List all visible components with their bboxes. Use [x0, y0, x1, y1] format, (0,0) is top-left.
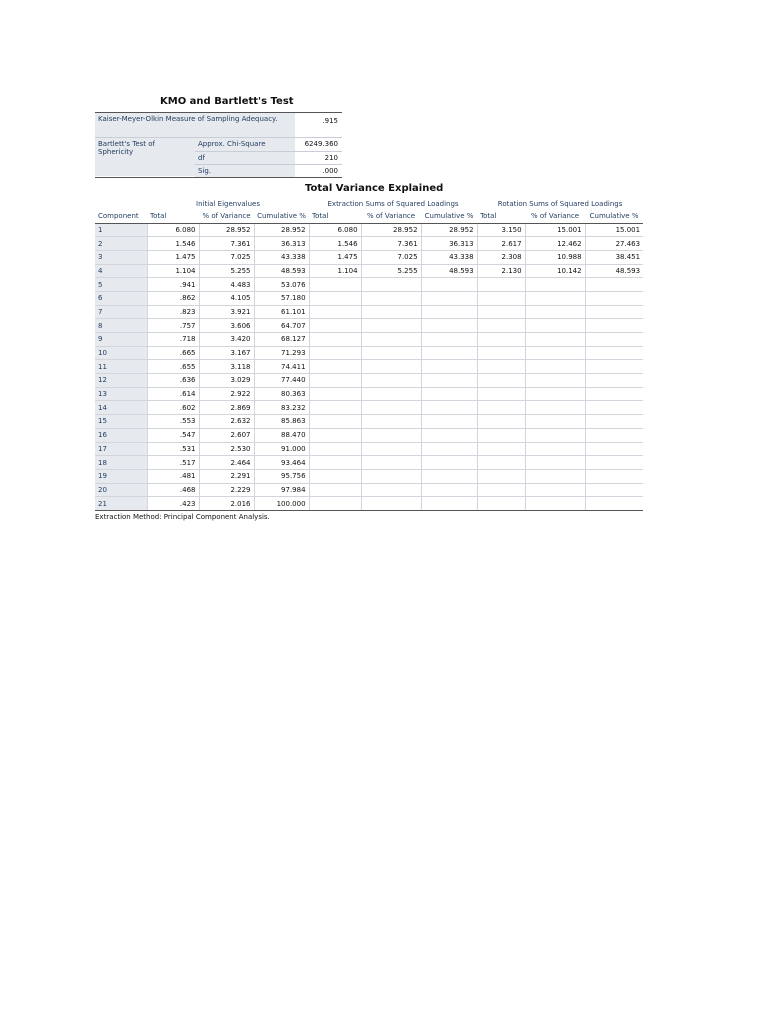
value-cell [421, 374, 477, 388]
value-cell [525, 319, 585, 333]
component-cell: 9 [95, 333, 147, 347]
bartlett-label: Bartlett's Test of Sphericity [95, 138, 195, 176]
bartlett-df-label: df [195, 152, 295, 164]
group-header-initial: Initial Eigenvalues [196, 199, 260, 208]
value-cell [525, 305, 585, 319]
value-cell [421, 456, 477, 470]
component-cell: 12 [95, 374, 147, 388]
value-cell [421, 319, 477, 333]
value-cell: .823 [147, 305, 199, 319]
value-cell: .655 [147, 360, 199, 374]
value-cell [421, 415, 477, 429]
col-header-component: Component [95, 210, 147, 223]
value-cell: 91.000 [254, 442, 309, 456]
value-cell [309, 333, 361, 347]
component-cell: 18 [95, 456, 147, 470]
value-cell [309, 428, 361, 442]
value-cell [361, 401, 421, 415]
value-cell: 38.451 [585, 250, 643, 264]
value-cell: 74.411 [254, 360, 309, 374]
value-cell: 71.293 [254, 346, 309, 360]
value-cell [421, 442, 477, 456]
table-row [95, 456, 643, 470]
value-cell: 4.105 [199, 291, 254, 305]
table-row [95, 387, 643, 401]
value-cell [585, 497, 643, 511]
value-cell: 57.180 [254, 291, 309, 305]
value-cell: .862 [147, 291, 199, 305]
col-header: Total [147, 210, 199, 223]
value-cell [585, 387, 643, 401]
value-cell [361, 319, 421, 333]
col-header: Total [477, 210, 525, 223]
group-header-empty [95, 197, 147, 210]
value-cell [525, 291, 585, 305]
value-cell: .547 [147, 428, 199, 442]
value-cell: 2.291 [199, 469, 254, 483]
component-cell: 3 [95, 250, 147, 264]
value-cell: 1.475 [147, 250, 199, 264]
value-cell [421, 497, 477, 511]
value-cell: 28.952 [361, 223, 421, 237]
value-cell [525, 483, 585, 497]
value-cell [477, 415, 525, 429]
value-cell [309, 291, 361, 305]
value-cell: 80.363 [254, 387, 309, 401]
value-cell: .718 [147, 333, 199, 347]
value-cell [309, 346, 361, 360]
value-cell: 27.463 [585, 237, 643, 251]
value-cell: 10.142 [525, 264, 585, 278]
table-row [95, 497, 643, 511]
value-cell [477, 387, 525, 401]
value-cell: 12.462 [525, 237, 585, 251]
component-cell: 4 [95, 264, 147, 278]
value-cell: .531 [147, 442, 199, 456]
value-cell [525, 442, 585, 456]
value-cell: .941 [147, 278, 199, 292]
value-cell [525, 374, 585, 388]
value-cell [309, 278, 361, 292]
value-cell: 2.607 [199, 428, 254, 442]
value-cell [525, 346, 585, 360]
value-cell [585, 278, 643, 292]
component-cell: 2 [95, 237, 147, 251]
value-cell: 28.952 [254, 223, 309, 237]
table-row [95, 291, 643, 305]
value-cell [309, 442, 361, 456]
value-cell: 2.530 [199, 442, 254, 456]
kmo-bottom-rule [95, 177, 342, 178]
value-cell [309, 374, 361, 388]
value-cell: 28.952 [199, 223, 254, 237]
value-cell [361, 360, 421, 374]
value-cell [525, 415, 585, 429]
value-cell [525, 360, 585, 374]
value-cell [421, 291, 477, 305]
table-row [95, 250, 643, 264]
table-row [95, 374, 643, 388]
value-cell: 1.546 [147, 237, 199, 251]
table-row [95, 223, 643, 237]
value-cell [525, 428, 585, 442]
value-cell [477, 483, 525, 497]
value-cell: 43.338 [421, 250, 477, 264]
value-cell: .665 [147, 346, 199, 360]
value-cell [585, 469, 643, 483]
component-cell: 14 [95, 401, 147, 415]
value-cell [585, 374, 643, 388]
value-cell [309, 469, 361, 483]
value-cell: 1.104 [309, 264, 361, 278]
value-cell: .481 [147, 469, 199, 483]
value-cell [477, 278, 525, 292]
value-cell: 2.869 [199, 401, 254, 415]
value-cell: 48.593 [254, 264, 309, 278]
value-cell: 2.130 [477, 264, 525, 278]
kmo-value: .915 [322, 117, 338, 125]
value-cell [477, 497, 525, 511]
value-cell [361, 442, 421, 456]
bartlett-df-value: 210 [324, 154, 338, 162]
total-variance-table [95, 197, 643, 521]
value-cell: 2.464 [199, 456, 254, 470]
value-cell: 83.232 [254, 401, 309, 415]
value-cell: 2.632 [199, 415, 254, 429]
value-cell: 6.080 [147, 223, 199, 237]
value-cell: .636 [147, 374, 199, 388]
value-cell [361, 333, 421, 347]
value-cell [361, 428, 421, 442]
value-cell [525, 497, 585, 511]
component-cell: 21 [95, 497, 147, 511]
value-cell [585, 415, 643, 429]
value-cell [309, 401, 361, 415]
value-cell: 97.984 [254, 483, 309, 497]
component-cell: 19 [95, 469, 147, 483]
value-cell [525, 278, 585, 292]
value-cell [361, 346, 421, 360]
value-cell [477, 428, 525, 442]
value-cell [309, 360, 361, 374]
value-cell [421, 305, 477, 319]
table-row [95, 360, 643, 374]
value-cell: 3.606 [199, 319, 254, 333]
value-cell [585, 333, 643, 347]
kmo-title: KMO and Bartlett's Test [160, 96, 294, 107]
component-cell: 16 [95, 428, 147, 442]
value-cell: 4.483 [199, 278, 254, 292]
bartlett-chi-label: Approx. Chi-Square [195, 138, 295, 151]
value-cell [585, 456, 643, 470]
table-row [95, 415, 643, 429]
value-cell [525, 401, 585, 415]
col-header: Cumulative % [254, 210, 309, 223]
value-cell [309, 483, 361, 497]
value-cell [477, 346, 525, 360]
table-row [95, 278, 643, 292]
kmo-table [95, 112, 342, 177]
value-cell: .602 [147, 401, 199, 415]
component-cell: 13 [95, 387, 147, 401]
value-cell [585, 401, 643, 415]
value-cell [361, 415, 421, 429]
value-cell: .468 [147, 483, 199, 497]
value-cell: 2.229 [199, 483, 254, 497]
value-cell: 15.001 [525, 223, 585, 237]
value-cell [585, 483, 643, 497]
value-cell: .614 [147, 387, 199, 401]
value-cell [477, 469, 525, 483]
value-cell [361, 305, 421, 319]
table-row [95, 264, 643, 278]
group-header-rotation: Rotation Sums of Squared Loadings [497, 199, 623, 208]
group-header-row [95, 197, 643, 210]
bartlett-sig-value: .000 [322, 167, 338, 175]
col-header: % of Variance [525, 210, 585, 223]
value-cell [525, 333, 585, 347]
value-cell [361, 483, 421, 497]
value-cell: 93.464 [254, 456, 309, 470]
value-cell [525, 387, 585, 401]
table-row [95, 237, 643, 251]
value-cell [477, 291, 525, 305]
value-cell: 3.921 [199, 305, 254, 319]
value-cell: .757 [147, 319, 199, 333]
value-cell: 48.593 [585, 264, 643, 278]
value-cell: 3.167 [199, 346, 254, 360]
footnote: Extraction Method: Principal Component Analysis. [95, 512, 270, 521]
value-cell [421, 483, 477, 497]
value-cell: 36.313 [421, 237, 477, 251]
value-cell: 7.361 [199, 237, 254, 251]
value-cell: 95.756 [254, 469, 309, 483]
value-cell: 43.338 [254, 250, 309, 264]
table-row [95, 401, 643, 415]
value-cell: .423 [147, 497, 199, 511]
col-header: % of Variance [199, 210, 254, 223]
component-cell: 11 [95, 360, 147, 374]
value-cell [309, 319, 361, 333]
value-cell: 1.104 [147, 264, 199, 278]
value-cell: 2.617 [477, 237, 525, 251]
value-cell: 28.952 [421, 223, 477, 237]
value-cell: 48.593 [421, 264, 477, 278]
value-cell [585, 346, 643, 360]
table-row [95, 346, 643, 360]
component-cell: 5 [95, 278, 147, 292]
col-header: Total [309, 210, 361, 223]
value-cell: 3.118 [199, 360, 254, 374]
value-cell [421, 387, 477, 401]
value-cell [477, 456, 525, 470]
component-cell: 8 [95, 319, 147, 333]
value-cell [421, 346, 477, 360]
tve-title: Total Variance Explained [305, 183, 444, 194]
value-cell: 68.127 [254, 333, 309, 347]
value-cell [361, 456, 421, 470]
value-cell: 100.000 [254, 497, 309, 511]
value-cell: .553 [147, 415, 199, 429]
component-cell: 6 [95, 291, 147, 305]
value-cell: 1.475 [309, 250, 361, 264]
component-cell: 1 [95, 223, 147, 237]
value-cell: 1.546 [309, 237, 361, 251]
value-cell [309, 415, 361, 429]
value-cell: 2.016 [199, 497, 254, 511]
value-cell [585, 291, 643, 305]
value-cell [421, 278, 477, 292]
value-cell [309, 387, 361, 401]
value-cell [421, 401, 477, 415]
value-cell [585, 442, 643, 456]
table-body [95, 223, 643, 510]
value-cell: 7.361 [361, 237, 421, 251]
value-cell [361, 291, 421, 305]
col-header: % of Variance [361, 210, 421, 223]
value-cell: 61.101 [254, 305, 309, 319]
value-cell: 64.707 [254, 319, 309, 333]
value-cell [477, 360, 525, 374]
value-cell: 7.025 [199, 250, 254, 264]
value-cell [525, 456, 585, 470]
component-cell: 10 [95, 346, 147, 360]
value-cell: 5.255 [361, 264, 421, 278]
table-row [95, 333, 643, 347]
group-header-extraction: Extraction Sums of Squared Loadings [327, 199, 459, 208]
value-cell: .517 [147, 456, 199, 470]
component-cell: 17 [95, 442, 147, 456]
value-cell [421, 333, 477, 347]
value-cell [309, 305, 361, 319]
value-cell: 5.255 [199, 264, 254, 278]
table-row [95, 442, 643, 456]
value-cell: 36.313 [254, 237, 309, 251]
column-header-row [95, 210, 643, 223]
value-cell [361, 374, 421, 388]
value-cell: 77.440 [254, 374, 309, 388]
table-row [95, 483, 643, 497]
col-header: Cumulative % [585, 210, 643, 223]
value-cell [477, 442, 525, 456]
value-cell [585, 319, 643, 333]
value-cell: 10.988 [525, 250, 585, 264]
value-cell [361, 469, 421, 483]
value-cell [361, 497, 421, 511]
value-cell [421, 428, 477, 442]
value-cell [477, 333, 525, 347]
value-cell [421, 469, 477, 483]
value-cell: 3.420 [199, 333, 254, 347]
kmo-label: Kaiser-Meyer-Olkin Measure of Sampling Adequacy. [95, 113, 295, 137]
value-cell [477, 401, 525, 415]
table-row [95, 428, 643, 442]
value-cell [585, 305, 643, 319]
table-row [95, 319, 643, 333]
value-cell [477, 374, 525, 388]
value-cell [361, 387, 421, 401]
value-cell: 3.029 [199, 374, 254, 388]
value-cell [585, 360, 643, 374]
value-cell [361, 278, 421, 292]
value-cell: 2.308 [477, 250, 525, 264]
value-cell [421, 360, 477, 374]
bartlett-sig-label: Sig. [195, 165, 295, 177]
value-cell: 53.076 [254, 278, 309, 292]
value-cell: 88.470 [254, 428, 309, 442]
table-row [95, 469, 643, 483]
component-cell: 7 [95, 305, 147, 319]
value-cell [525, 469, 585, 483]
component-cell: 20 [95, 483, 147, 497]
col-header: Cumulative % [421, 210, 477, 223]
value-cell [309, 456, 361, 470]
value-cell [309, 497, 361, 511]
value-cell: 7.025 [361, 250, 421, 264]
value-cell: 6.080 [309, 223, 361, 237]
component-cell: 15 [95, 415, 147, 429]
value-cell [585, 428, 643, 442]
value-cell: 3.150 [477, 223, 525, 237]
value-cell: 2.922 [199, 387, 254, 401]
value-cell [477, 319, 525, 333]
value-cell [477, 305, 525, 319]
value-cell: 15.001 [585, 223, 643, 237]
bartlett-chi-value: 6249.360 [304, 140, 338, 148]
table-row [95, 305, 643, 319]
value-cell: 85.863 [254, 415, 309, 429]
